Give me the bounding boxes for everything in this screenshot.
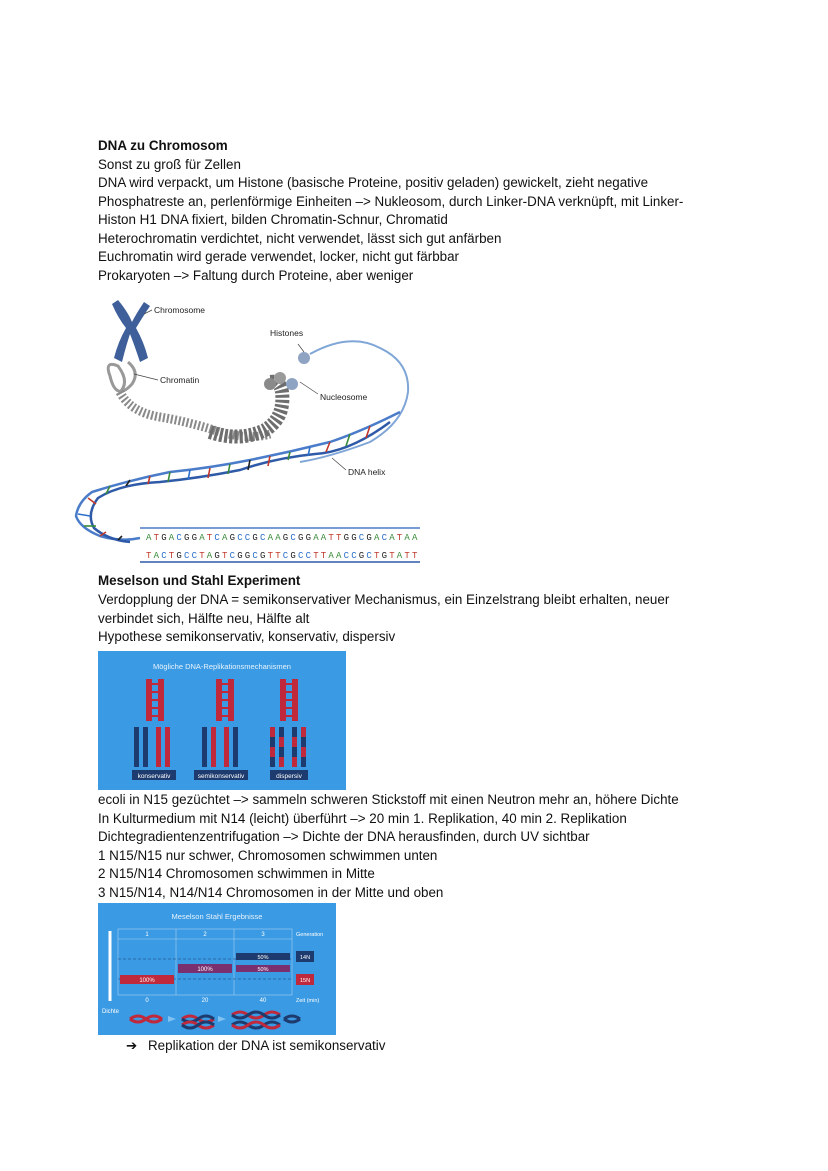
text-line: verbindet sich, Hälfte neu, Hälfte alt (98, 610, 310, 626)
dna-base-letter: G (191, 533, 198, 543)
dna-base-letter: T (206, 533, 213, 543)
dna-base-letter: C (244, 533, 251, 543)
dna-base-letter: G (214, 551, 220, 561)
band-gen2-label: 100% (197, 967, 213, 973)
dna-base-letter: A (199, 533, 205, 543)
dna-base-letter: G (176, 551, 182, 561)
chromosome-to-dna-figure (70, 292, 430, 572)
right-arrow-icon: ➔ (126, 1038, 138, 1053)
dna-base-letter: T (412, 551, 418, 561)
dna-base-letter: C (260, 533, 266, 543)
text-line: DNA wird verpackt, um Histone (basische Proteine, positiv geladen) gewickelt, zieht negative (98, 175, 649, 190)
dna-base-letter: G (358, 551, 365, 561)
density-label: Dichte (102, 1009, 120, 1015)
dna-base-letter: A (275, 533, 281, 543)
dna-base-letter: T (222, 551, 228, 561)
dna-base-letter: G (244, 551, 251, 561)
conclusion-text: Replikation der DNA ist semikonservativ (148, 1038, 386, 1053)
chromatin-label: Chromatin (160, 375, 200, 385)
dna-base-letter: A (404, 533, 410, 543)
dna-base-letter: T (336, 533, 342, 543)
dna-base-letter: C (176, 533, 182, 543)
n14-label: 14N (299, 955, 311, 961)
dna-base-letter: A (206, 551, 213, 561)
dna-base-letter: G (229, 533, 236, 543)
chromatin-fiber (120, 392, 270, 437)
dna-base-letter: T (199, 551, 205, 561)
dna-base-letter: T (275, 551, 281, 561)
text-line: Heterochromatin verdichtet, nicht verwendet, lässt sich gut anfärben (98, 230, 502, 246)
dna-base-letter: C (381, 533, 388, 543)
dna-base-letter: G (184, 533, 190, 543)
dna-base-letter: C (282, 551, 289, 561)
band-gen3-light-label: 50% (257, 955, 269, 961)
text-line: Sonst zu groß für Zellen (98, 156, 241, 172)
dna-base-letter: A (146, 533, 152, 543)
dna-sequence-bottom (146, 551, 418, 561)
dna-base-letter: C (366, 551, 372, 561)
label-semikonservativ: semikonservativ (197, 773, 245, 780)
dna-base-letter: A (374, 533, 380, 543)
time-label: Zeit (min) (296, 998, 320, 1004)
dna-base-letter: C (305, 551, 312, 561)
dna-base-letter: G (290, 551, 296, 561)
dna-base-letter: A (313, 533, 319, 543)
chromosome-shape (112, 300, 152, 362)
dna-base-letter: A (153, 551, 160, 561)
dna-base-letter: A (396, 551, 403, 561)
dna-base-letter: G (260, 551, 266, 561)
text-line: 3 N15/N14, N14/N14 Chromosomen in der Mitte und oben (98, 884, 444, 900)
dna-base-letter: G (282, 533, 289, 543)
dna-base-letter: C (358, 533, 365, 543)
dna-base-letter: C (298, 551, 304, 561)
dna-base-letter: G (305, 533, 312, 543)
nucleosome-label: Nucleosome (320, 392, 368, 402)
dna-base-letter: C (290, 533, 296, 543)
text-line: In Kulturmedium mit N14 (leicht) überführt –> 20 min 1. Replikation, 40 min 2. Replikation (98, 810, 627, 826)
text-line: 2 N15/N14 Chromosomen schwimmen in Mitte (98, 866, 375, 881)
dna-helix-label: DNA helix (348, 467, 386, 477)
dna-base-letter: T (313, 551, 319, 561)
label-dispersiv: dispersiv (276, 773, 302, 780)
dna-base-letter: G (298, 533, 304, 543)
text-line: Dichtegradientenzentrifugation –> Dichte der DNA herausfinden, durch UV sichtbar (98, 829, 590, 844)
dna-base-letter: T (320, 551, 327, 561)
text-line: Hypothese semikonservativ, konservativ, dispersiv (98, 629, 396, 644)
time-0: 0 (145, 998, 149, 1004)
dna-base-letter: T (168, 551, 175, 561)
dna-base-letter: C (161, 551, 167, 561)
label-konservativ: konservativ (137, 773, 171, 780)
dna-base-letter: A (168, 533, 175, 543)
dna-base-letter: A (267, 533, 274, 543)
generation-2: 2 (203, 932, 207, 938)
dna-base-letter: G (237, 551, 243, 561)
dna-base-letter: G (343, 533, 350, 543)
dna-base-letter: G (381, 551, 388, 561)
band-gen1-label: 100% (139, 978, 155, 984)
dna-base-letter: C (191, 551, 198, 561)
meselson-stahl-results-figure (98, 903, 336, 1035)
dna-base-letter: G (351, 533, 357, 543)
heading-dna-zu-chromosom: DNA zu Chromosom (98, 138, 228, 153)
text-line: ecoli in N15 gezüchtet –> sammeln schweren Stickstoff mit einen Neutron mehr an, höhere Dichte (98, 792, 679, 807)
time-40: 40 (259, 998, 267, 1004)
dna-base-letter: C (351, 551, 357, 561)
dna-base-letter: T (389, 551, 395, 561)
band-gen3-mid-label: 50% (257, 967, 269, 973)
dna-base-letter: T (328, 533, 334, 543)
replication-mechanisms-figure (98, 651, 346, 790)
text-line: Euchromatin wird gerade verwendet, locker, nicht gut färbbar (98, 249, 459, 264)
generation-label: Generation (296, 932, 324, 938)
text-line: Phosphatreste an, perlenförmige Einheiten –> Nukleosom, durch Linker-DNA verknüpft, mit Linker- (98, 193, 684, 209)
dna-base-letter: C (229, 551, 236, 561)
text-line: Prokaryoten –> Faltung durch Proteine, aber weniger (98, 267, 414, 283)
text-line: Histon H1 DNA fixiert, bilden Chromatin-Schnur, Chromatid (98, 212, 448, 227)
solenoid-fiber (210, 382, 282, 437)
dna-base-letter: G (252, 533, 258, 543)
dna-base-letter: T (404, 551, 410, 561)
dna-base-letter: A (222, 533, 228, 543)
dna-sequence-top (146, 533, 418, 543)
dna-base-letter: A (336, 551, 342, 561)
generation-3: 3 (261, 932, 265, 938)
text-line: Verdopplung der DNA = semikonservativer Mechanismus, ein Einzelstrang bleibt erhalten, neuer (98, 592, 670, 607)
n15-label: 15N (299, 978, 311, 984)
dna-base-letter: C (343, 551, 350, 561)
dna-base-letter: A (320, 533, 327, 543)
dna-base-letter: G (161, 533, 167, 543)
dna-base-letter: T (396, 533, 403, 543)
dna-base-letter: A (328, 551, 334, 561)
dna-base-letter: A (412, 533, 418, 543)
dna-base-letter: C (184, 551, 190, 561)
chromosome-label: Chromosome (154, 305, 206, 315)
dna-base-letter: T (146, 551, 152, 561)
dna-base-letter: T (153, 533, 160, 543)
heading-meselson-stahl: Meselson und Stahl Experiment (98, 573, 301, 588)
generation-1: 1 (145, 932, 149, 938)
dna-base-letter: T (267, 551, 274, 561)
conclusion-line (126, 1038, 385, 1054)
dna-base-letter: C (214, 533, 220, 543)
dna-base-letter: G (366, 533, 372, 543)
dna-base-letter: T (374, 551, 380, 561)
dna-base-letter: C (237, 533, 243, 543)
figure2-title: Mögliche DNA-Replikationsmechanismen (153, 662, 291, 671)
text-line: 1 N15/N15 nur schwer, Chromosomen schwimmen unten (98, 847, 438, 863)
histones-label: Histones (270, 328, 304, 338)
dna-base-letter: A (389, 533, 395, 543)
figure3-title: Meselson Stahl Ergebnisse (171, 912, 263, 921)
time-20: 20 (201, 998, 209, 1004)
dna-base-letter: C (252, 551, 258, 561)
chromatin-loop (108, 362, 135, 392)
